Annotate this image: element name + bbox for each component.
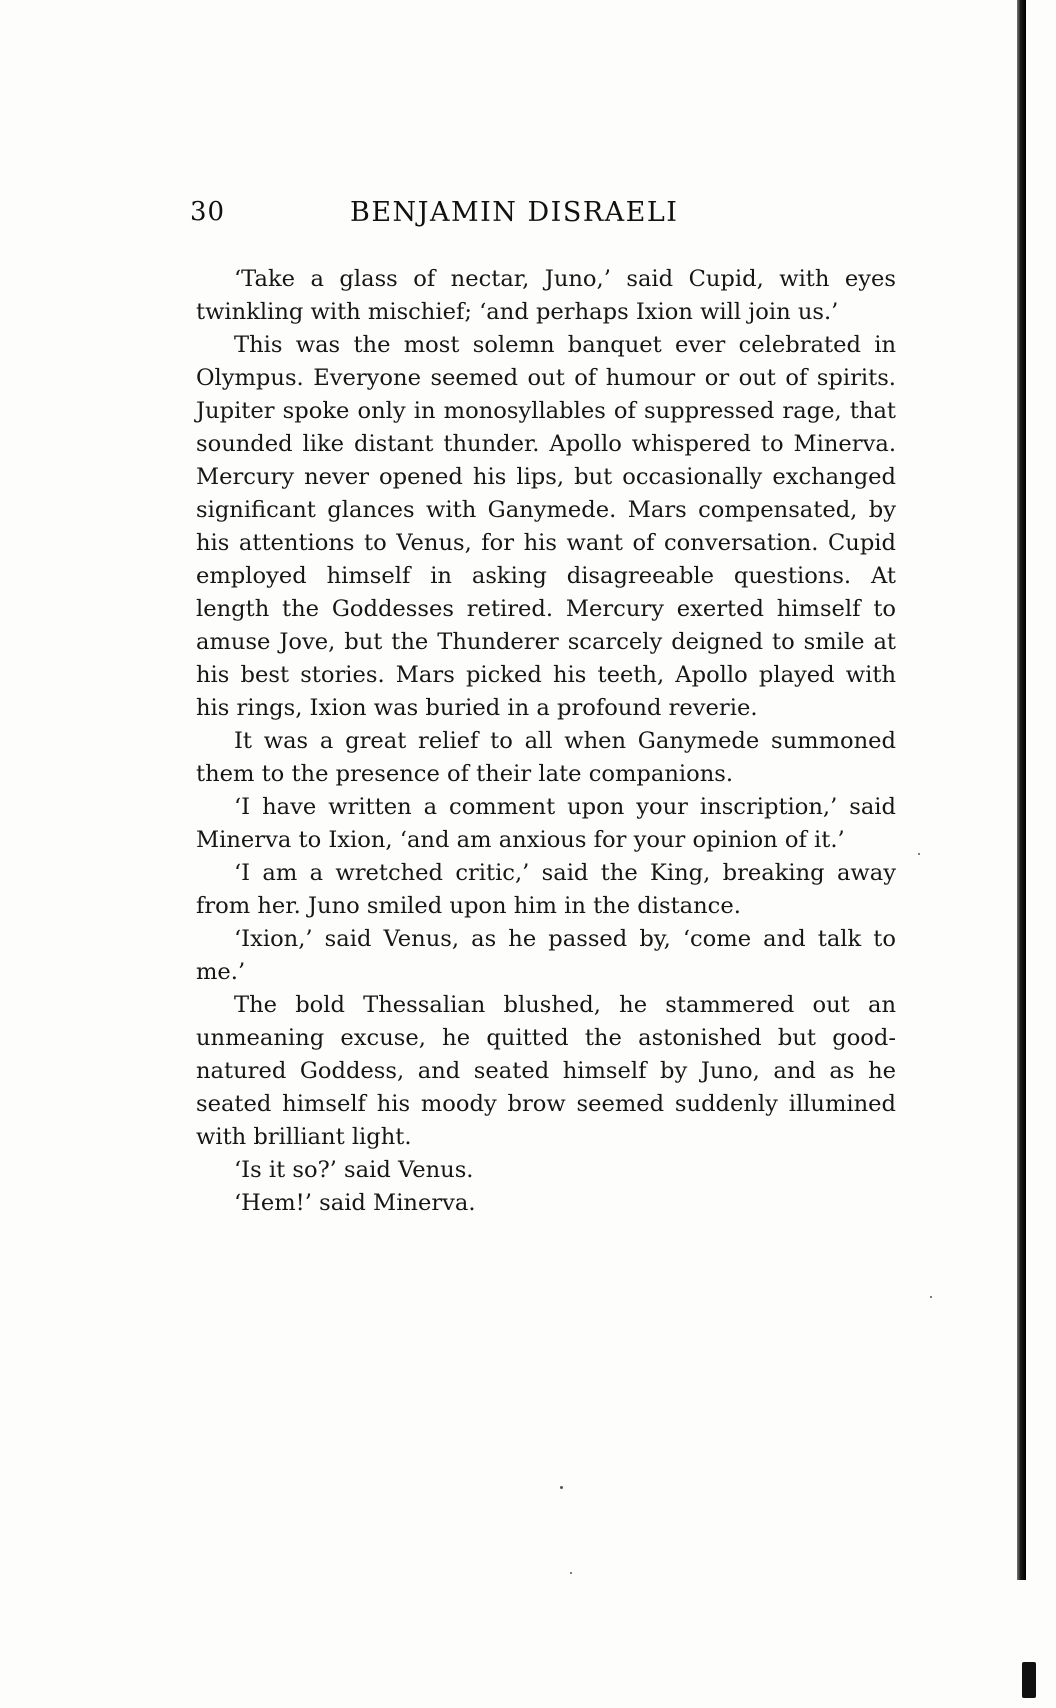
body-text xyxy=(196,263,896,1220)
paragraph: ‘Hem!’ said Minerva. xyxy=(234,1190,476,1216)
paragraph: ‘I am a wretched critic,’ said the King, breaking away from her. Juno smiled upon him in the distance. xyxy=(196,860,896,919)
paper-speck xyxy=(570,1572,572,1574)
paragraph: ‘I have written a comment upon your inscription,’ said Minerva to Ixion, ‘and am anxious for your opinion of it.’ xyxy=(196,794,896,853)
paper-speck xyxy=(918,853,920,855)
paper-speck xyxy=(930,1296,932,1298)
paragraph: ‘Take a glass of nectar, Juno,’ said Cupid, with eyes twinkling with mischief; ‘and perhaps Ixion will join us.’ xyxy=(196,266,896,325)
paper-speck xyxy=(560,1486,563,1489)
page-number: 30 xyxy=(190,197,226,227)
binding-edge-shadow xyxy=(1017,0,1026,1580)
paragraph: ‘Is it so?’ said Venus. xyxy=(234,1157,474,1183)
paragraph: The bold Thessalian blushed, he stammered out an unmeaning excuse, he quitted the astonished but good-natured Goddess, and seated himself by Juno, and as he seated himself his moody brow seemed suddenly illumined with brilliant light. xyxy=(196,992,896,1150)
binding-edge-notch xyxy=(1022,1662,1036,1698)
running-title: BENJAMIN DISRAELI xyxy=(350,197,679,228)
page-header xyxy=(190,197,890,237)
paragraph: This was the most solemn banquet ever celebrated in Olympus. Everyone seemed out of humour or out of spirits. Jupiter spoke only in monosyllables of suppressed rage, that sounded like distant thunder. Apollo whispered to Minerva. Mercury never opened his lips, but occasionally exchanged significant glances with Ganymede. Mars compensated, by his attentions to Venus, for his want of conversation. Cupid employed himself in asking disagreeable questions. At length the Goddesses retired. Mercury exerted himself to amuse Jove, but the Thunderer scarcely deigned to smile at his best stories. Mars picked his teeth, Apollo played with his rings, Ixion was buried in a profound reverie. xyxy=(196,332,896,721)
paragraph: ‘Ixion,’ said Venus, as he passed by, ‘come and talk to me.’ xyxy=(196,926,896,985)
paragraph: It was a great relief to all when Ganymede summoned them to the presence of their late companions. xyxy=(196,728,896,787)
